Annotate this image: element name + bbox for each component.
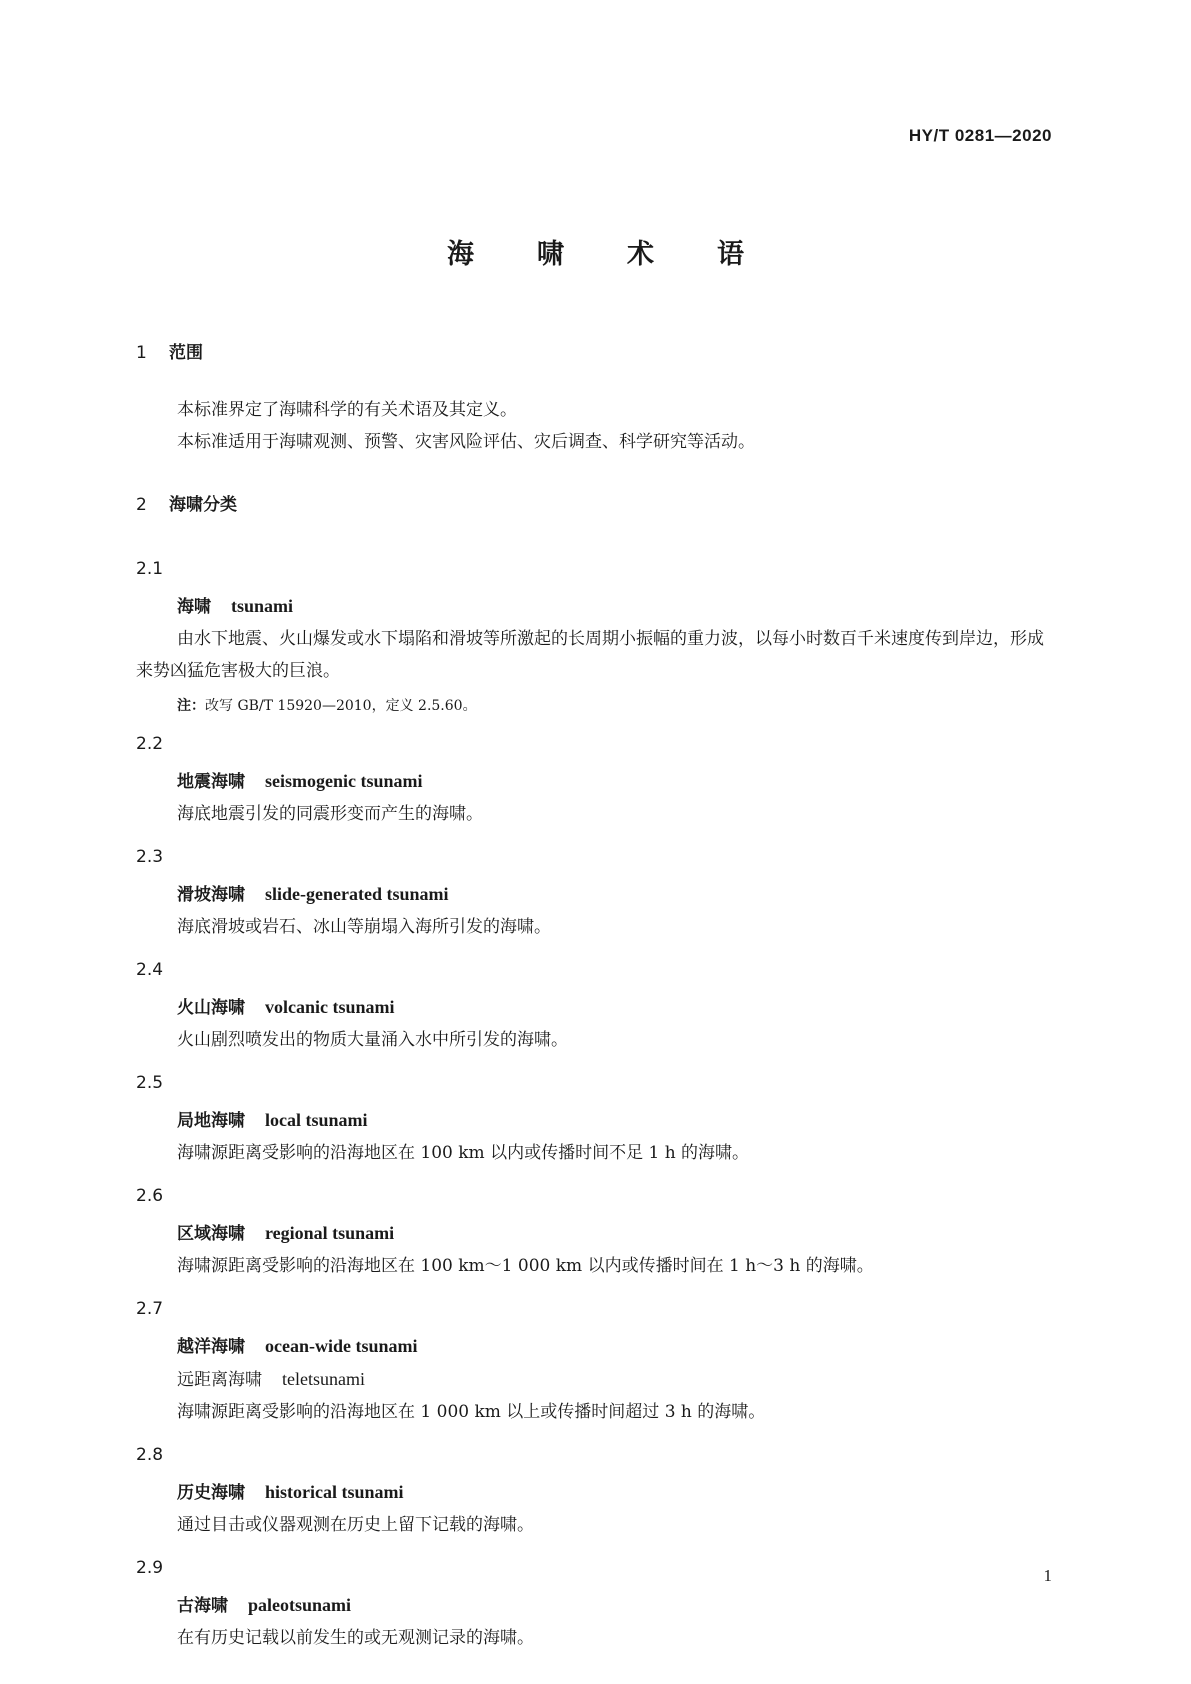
term-chinese: 区域海啸: [177, 1224, 245, 1244]
entry-number: 2.4: [136, 960, 164, 980]
term-english: local tsunami: [265, 1110, 368, 1130]
entry-definition: 海啸源距离受影响的沿海地区在 100 km 以内或传播时间不足 1 h 的海啸。: [177, 1143, 750, 1163]
term-english: historical tsunami: [265, 1482, 404, 1502]
note-label: 注：: [177, 698, 205, 714]
entry-definition: 海啸源距离受影响的沿海地区在 100 km～1 000 km 以内或传播时间在 1 h～3 h 的海啸。: [177, 1256, 874, 1276]
entry-term: [136, 1104, 1056, 1137]
entry-number: 2.6: [136, 1186, 164, 1206]
entry-term: [136, 878, 1056, 911]
entry-term: [136, 1476, 1056, 1509]
entry-number: 2.3: [136, 847, 164, 867]
synonym-chinese: 远距离海啸: [177, 1370, 262, 1390]
entry-number: 2.8: [136, 1445, 164, 1465]
entry-definition: 火山剧烈喷发出的物质大量涌入水中所引发的海啸。: [177, 1030, 568, 1050]
term-english: slide-generated tsunami: [265, 884, 449, 904]
entry-definition: 在有历史记载以前发生的或无观测记录的海啸。: [177, 1628, 534, 1648]
entry-definition: 由水下地震、火山爆发或水下塌陷和滑坡等所激起的长周期小振幅的重力波，以每小时数百千米速度传到岸边，形成来势凶猛危害极大的巨浪。: [136, 629, 1044, 681]
term-chinese: 古海啸: [177, 1596, 228, 1616]
term-english: ocean-wide tsunami: [265, 1336, 418, 1356]
term-chinese: 火山海啸: [177, 998, 245, 1018]
document-body: [136, 340, 1056, 1654]
section-title: 海啸分类: [169, 495, 237, 515]
term-english: volcanic tsunami: [265, 997, 395, 1017]
term-chinese: 滑坡海啸: [177, 885, 245, 905]
term-english: regional tsunami: [265, 1223, 395, 1243]
term-entry: [136, 844, 1056, 943]
section-heading-scope: [136, 340, 1056, 366]
scope-paragraph: 本标准界定了海啸科学的有关术语及其定义。: [177, 400, 517, 420]
term-entry: [136, 731, 1056, 830]
term-entry: [136, 556, 1056, 717]
standard-code: HY/T 0281—2020: [908, 126, 1052, 145]
term-chinese: 海啸: [177, 597, 211, 617]
entry-number: 2.9: [136, 1558, 164, 1578]
term-chinese: 地震海啸: [177, 772, 245, 792]
section-number: 1: [136, 343, 147, 363]
term-entry: [136, 1183, 1056, 1282]
section-title: 范围: [169, 343, 203, 363]
term-english: seismogenic tsunami: [265, 771, 423, 791]
term-entry: [136, 1555, 1056, 1654]
entry-definition: 通过目击或仪器观测在历史上留下记载的海啸。: [177, 1515, 534, 1535]
entry-definition: 海底地震引发的同震形变而产生的海啸。: [177, 804, 483, 824]
page-number: 1: [1043, 1566, 1052, 1585]
entry-term: [136, 991, 1056, 1024]
document-title: 海 啸 术 语: [447, 239, 762, 270]
entry-term: [136, 1589, 1056, 1622]
term-english: tsunami: [231, 596, 294, 616]
term-english: paleotsunami: [248, 1595, 352, 1615]
entry-number: 2.1: [136, 559, 164, 579]
section-number: 2: [136, 495, 147, 515]
entry-number: 2.2: [136, 734, 164, 754]
entry-definition: 海啸源距离受影响的沿海地区在 1 000 km 以上或传播时间超过 3 h 的海啸。: [177, 1402, 766, 1422]
synonym-english: teletsunami: [282, 1369, 365, 1389]
term-chinese: 越洋海啸: [177, 1337, 245, 1357]
term-entry: [136, 1442, 1056, 1541]
term-chinese: 局地海啸: [177, 1111, 245, 1131]
entry-number: 2.5: [136, 1073, 164, 1093]
term-entry: [136, 1070, 1056, 1169]
entry-number: 2.7: [136, 1299, 164, 1319]
term-chinese: 历史海啸: [177, 1483, 245, 1503]
section-heading-classification: [136, 492, 1056, 518]
entry-note: [136, 695, 1056, 717]
note-text: 改写 GB/T 15920—2010，定义 2.5.60。: [205, 698, 477, 714]
entry-synonym: [136, 1363, 1056, 1396]
entry-term: [136, 765, 1056, 798]
term-entry: [136, 957, 1056, 1056]
term-entry: [136, 1296, 1056, 1428]
entry-definition: 海底滑坡或岩石、冰山等崩塌入海所引发的海啸。: [177, 917, 551, 937]
entry-term: [136, 590, 1056, 623]
entry-term: [136, 1217, 1056, 1250]
scope-paragraph: 本标准适用于海啸观测、预警、灾害风险评估、灾后调查、科学研究等活动。: [177, 432, 755, 452]
entry-term: [136, 1330, 1056, 1363]
